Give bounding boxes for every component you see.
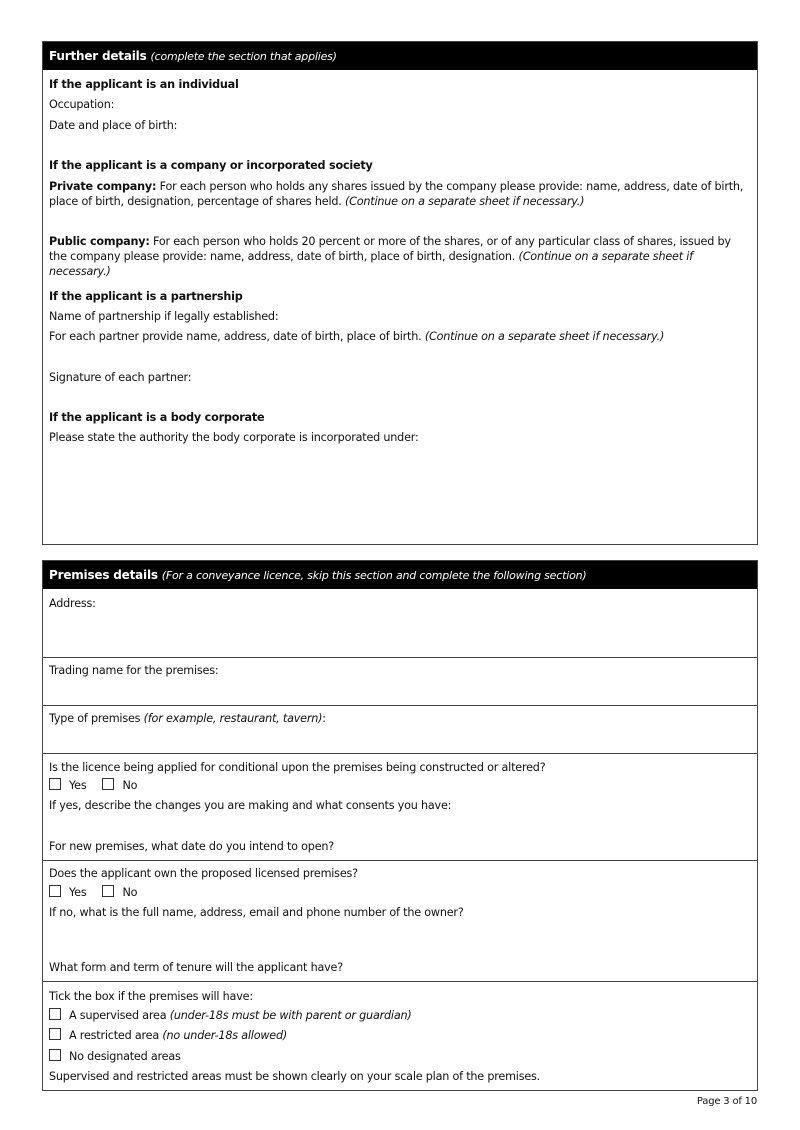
checkbox-icon [49, 778, 61, 790]
page-number: Page 3 of 10 [696, 1096, 757, 1107]
authority-field[interactable]: Please state the authority the body corporate is incorporated under: [49, 431, 419, 444]
checkbox-icon [49, 885, 61, 897]
own-no-checkbox[interactable] [102, 886, 137, 899]
own-yes-checkbox[interactable] [49, 886, 86, 899]
open-date-field[interactable]: For new premises, what date do you intend to open? [49, 840, 335, 853]
owner-details-field[interactable]: If no, what is the full name, address, email and phone number of the owner? [49, 906, 464, 919]
divider [43, 860, 757, 861]
private-note: (Continue on a separate sheet if necessary.) [344, 195, 585, 208]
public-label: Public company: [49, 235, 150, 248]
yes-label: Yes [69, 886, 87, 899]
no-designated-areas-checkbox[interactable] [49, 1049, 181, 1064]
public-note: (Continue on a separate sheet if necessary.) [49, 250, 693, 278]
checkbox-icon [102, 778, 114, 790]
section-header [43, 42, 757, 70]
premises-details-section [42, 560, 758, 1091]
tenure-field[interactable]: What form and term of tenure will the applicant have? [49, 961, 343, 974]
private-company-text[interactable] [49, 179, 751, 209]
divider [43, 753, 757, 754]
partner-signature-field[interactable]: Signature of each partner: [49, 371, 192, 384]
checkbox-icon [49, 1028, 61, 1040]
changes-field[interactable]: If yes, describe the changes you are making and what consents you have: [49, 799, 452, 812]
no-label: No [122, 779, 138, 792]
trading-name-field[interactable]: Trading name for the premises: [49, 664, 219, 677]
tick-instruction: Tick the box if the premises will have: [49, 990, 253, 1003]
section-header [43, 561, 757, 589]
own-question: Does the applicant own the proposed licensed premises? [49, 867, 358, 880]
no-label: No [122, 886, 138, 899]
checkbox-icon [49, 1049, 61, 1061]
public-company-text[interactable] [49, 234, 751, 279]
no-designated-label: No designated areas [69, 1050, 181, 1063]
address-field[interactable]: Address: [49, 597, 96, 610]
checkbox-icon [102, 885, 114, 897]
partnership-heading: If the applicant is a partnership [49, 290, 243, 303]
type-label: Type of premises [49, 712, 144, 725]
divider [43, 981, 757, 982]
divider [43, 705, 757, 706]
company-heading: If the applicant is a company or incorporated society [49, 159, 373, 172]
private-label: Private company: [49, 180, 157, 193]
partners-field[interactable] [49, 329, 664, 344]
checkbox-icon [49, 1008, 61, 1020]
premises-type-field[interactable] [49, 711, 326, 726]
type-note: (for example, restaurant, tavern) [143, 712, 323, 725]
yes-label: Yes [69, 779, 87, 792]
section-subtitle: (For a conveyance licence, skip this section and complete the following section) [161, 569, 587, 582]
plan-note: Supervised and restricted areas must be shown clearly on your scale plan of the premises. [49, 1070, 540, 1083]
divider [43, 657, 757, 658]
supervised-area-checkbox[interactable] [49, 1008, 412, 1023]
further-details-section [42, 41, 758, 545]
supervised-note: (under-18s must be with parent or guardian) [169, 1009, 412, 1022]
birth-field[interactable]: Date and place of birth: [49, 119, 178, 132]
supervised-label: A supervised area [69, 1009, 170, 1022]
conditional-yes-checkbox[interactable] [49, 779, 86, 792]
public-text: For each person who holds 20 percent or more of the shares, or of any particular class of shares, issued by the company please provide: name, address, date of birth, place of birth, designation. [49, 235, 731, 263]
section-title: Further details [49, 49, 147, 63]
partners-note: (Continue on a separate sheet if necessary.) [424, 330, 665, 343]
body-corporate-heading: If the applicant is a body corporate [49, 411, 265, 424]
private-text: For each person who holds any shares issued by the company please provide: name, address, date of birth, place of birth, designation, percentage of shares held. [49, 180, 744, 208]
section-subtitle: (complete the section that applies) [150, 50, 337, 63]
type-colon: : [322, 712, 326, 725]
restricted-area-checkbox[interactable] [49, 1028, 287, 1043]
restricted-note: (no under-18s allowed) [162, 1029, 288, 1042]
conditional-question: Is the licence being applied for conditional upon the premises being constructed or altered? [49, 761, 546, 774]
partners-text: For each partner provide name, address, date of birth, place of birth. [49, 330, 425, 343]
section-title: Premises details [49, 568, 158, 582]
restricted-label: A restricted area [69, 1029, 163, 1042]
individual-heading: If the applicant is an individual [49, 78, 239, 91]
conditional-no-checkbox[interactable] [102, 779, 137, 792]
occupation-field[interactable]: Occupation: [49, 98, 115, 111]
partnership-name-field[interactable]: Name of partnership if legally established: [49, 310, 279, 323]
